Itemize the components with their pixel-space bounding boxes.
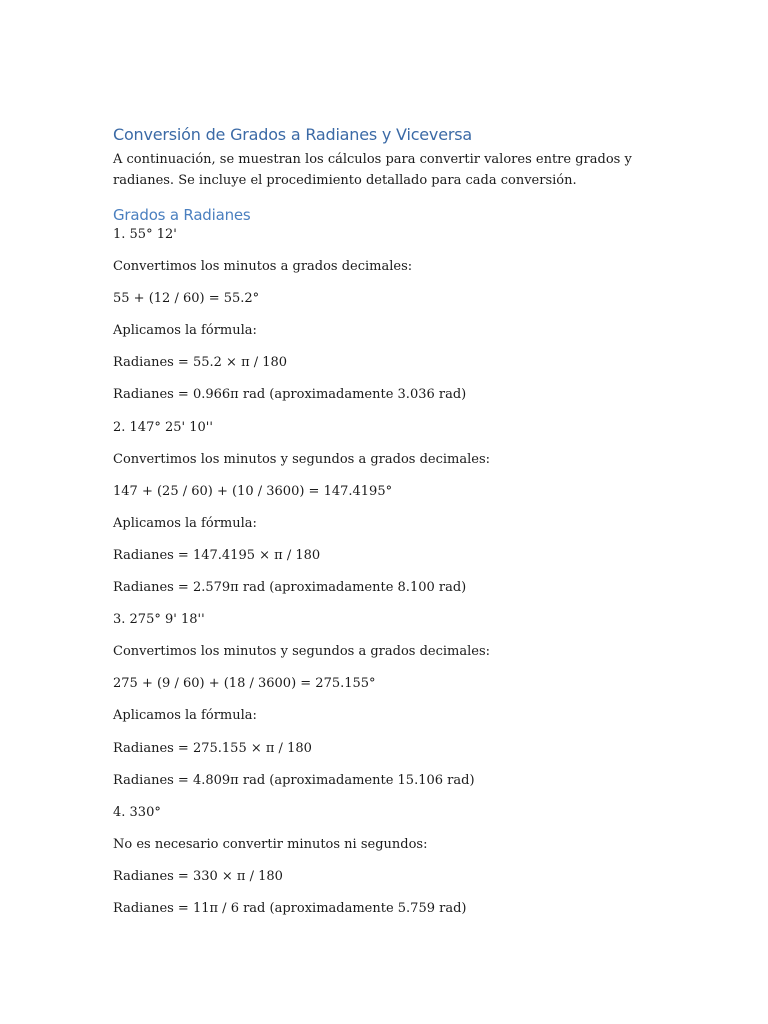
document-title: Conversión de Grados a Radianes y Viceversa bbox=[113, 125, 472, 144]
item-3-decimal-degrees: 275 + (9 / 60) + (18 / 3600) = 275.155° bbox=[113, 676, 376, 692]
item-2-formula: Radianes = 147.4195 × π / 180 bbox=[113, 547, 321, 563]
item-1-decimal-degrees: 55 + (12 / 60) = 55.2° bbox=[113, 291, 260, 307]
item-3-step-formula: Aplicamos la fórmula: bbox=[113, 708, 257, 724]
item-4-formula: Radianes = 330 × π / 180 bbox=[113, 868, 283, 884]
item-3-heading: 3. 275° 9' 18'' bbox=[113, 612, 205, 628]
item-2-heading: 2. 147° 25' 10'' bbox=[113, 419, 213, 435]
item-1-formula: Radianes = 55.2 × π / 180 bbox=[113, 355, 288, 371]
item-2-step-formula: Aplicamos la fórmula: bbox=[113, 515, 257, 531]
document-page bbox=[113, 125, 658, 932]
intro-paragraph: A continuación, se muestran los cálculos para convertir valores entre grados y radianes. Se incluye el procedimiento detallado para cada conversión. bbox=[113, 152, 632, 188]
item-4-heading: 4. 330° bbox=[113, 804, 161, 820]
section-heading-grados-a-radianes: Grados a Radianes bbox=[113, 206, 251, 224]
item-3-result: Radianes = 4.809π rad (aproximadamente 15.106 rad) bbox=[113, 772, 475, 788]
item-3-formula: Radianes = 275.155 × π / 180 bbox=[113, 740, 312, 756]
item-2-step-convert: Convertimos los minutos y segundos a grados decimales: bbox=[113, 451, 491, 467]
item-2-decimal-degrees: 147 + (25 / 60) + (10 / 3600) = 147.4195° bbox=[113, 483, 393, 499]
item-1-step-formula: Aplicamos la fórmula: bbox=[113, 323, 257, 339]
item-4-result: Radianes = 11π / 6 rad (aproximadamente 5.759 rad) bbox=[113, 900, 467, 916]
item-4-note: No es necesario convertir minutos ni segundos: bbox=[113, 836, 428, 852]
item-1-step-convert: Convertimos los minutos a grados decimales: bbox=[113, 259, 413, 275]
item-2-result: Radianes = 2.579π rad (aproximadamente 8.100 rad) bbox=[113, 580, 467, 596]
item-1-result: Radianes = 0.966π rad (aproximadamente 3.036 rad) bbox=[113, 387, 467, 403]
item-3-step-convert: Convertimos los minutos y segundos a grados decimales: bbox=[113, 644, 491, 660]
item-1-heading: 1. 55° 12' bbox=[113, 227, 177, 242]
